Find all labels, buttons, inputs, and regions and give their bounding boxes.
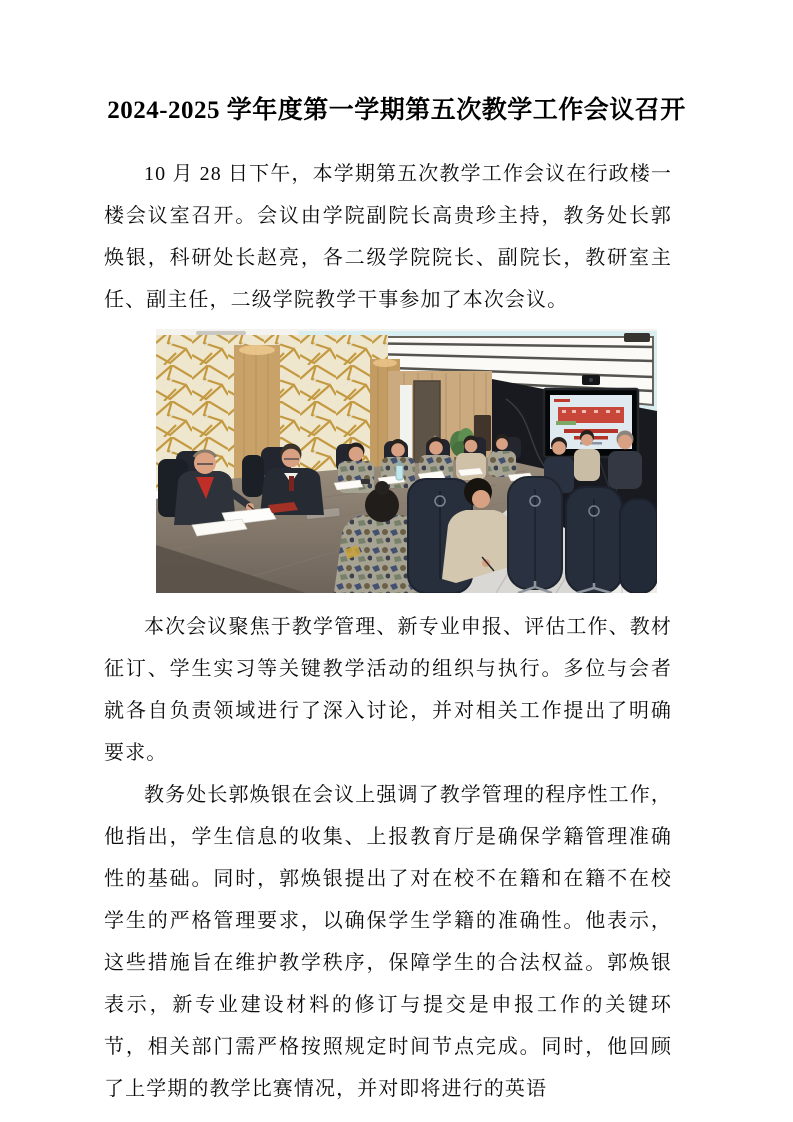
photo-chair <box>508 477 562 593</box>
paragraph-dean-remarks: 教务处长郭焕银在会议上强调了教学管理的程序性工作，他指出，学生信息的收集、上报教育厅是确保学籍管理准确性的基础。同时，郭焕银提出了对在校不在籍和在籍不在校学生的严格管理要求，以确保学生学籍的准确性。他表示，这些措施旨在维护教学秩序，保障学生的合法权益。郭焕银表示，新专业建设材料的修订与提交是申报工作的关键环节，相关部门需严格按照规定时间节点完成。同时，他回顾了上学期的教学比赛情况，并对即将进行的英语 <box>104 784 672 1100</box>
photo-chair <box>566 487 622 593</box>
paragraph-intro: 10 月 28 日下午，本学期第五次教学工作会议在行政楼一楼会议室召开。会议由学院副院长高贵珍主持，教务处长郭焕银，科研处长赵亮，各二级学院院长、副院长，教研室主任、副主任，二级学院教学干事参加了本次会议。 <box>104 163 672 311</box>
paragraph-focus: 本次会议聚焦于教学管理、新专业申报、评估工作、教材征订、学生实习等关键教学活动的组织与执行。多位与会者就各自负责领域进行了深入讨论，并对相关工作提出了明确要求。 <box>104 616 672 764</box>
document-body <box>104 153 672 1110</box>
meeting-photo <box>156 329 657 593</box>
photo-chair <box>620 499 657 593</box>
page-title: 2024-2025 学年度第一学期第五次教学工作会议召开 <box>107 97 686 124</box>
meeting-photo-illustration <box>156 329 657 593</box>
